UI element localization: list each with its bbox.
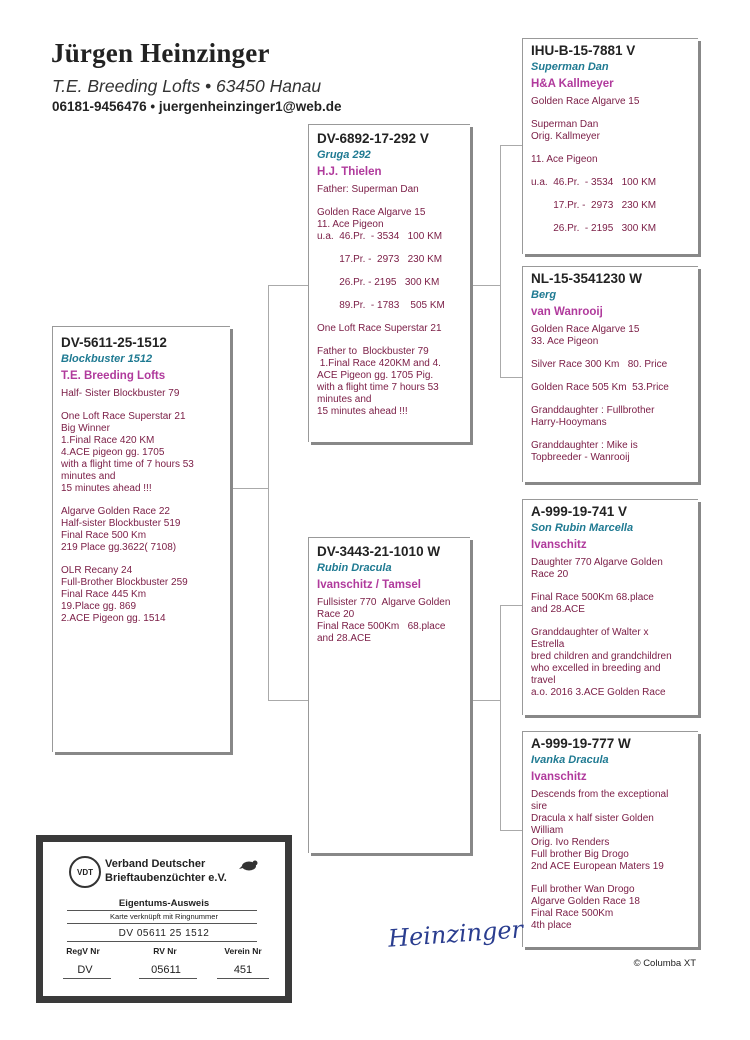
pedigree-line: minutes and — [317, 394, 372, 406]
pedigree-line: Full brother Big Drogo — [531, 849, 629, 861]
spacer — [317, 312, 462, 323]
connector — [500, 145, 501, 377]
spacer — [531, 429, 690, 440]
org-name: Verband Deutscher Brieftaubenzüchter e.V. — [105, 858, 227, 885]
connector — [500, 145, 522, 146]
pigeon-name: Son Rubin Marcella — [531, 522, 634, 535]
pedigree-line: Half-sister Blockbuster 519 — [61, 518, 181, 530]
pedigree-line: Final Race 500Km — [531, 908, 614, 920]
pedigree-line: Race 20 — [531, 569, 569, 581]
rule — [217, 978, 269, 979]
spacer — [317, 289, 462, 300]
pedigree-line: Race 20 — [317, 609, 355, 621]
loft-subtitle: T.E. Breeding Lofts • 63450 Hanau — [52, 76, 322, 96]
pedigree-line: Golden Race Algarve 15 — [317, 207, 426, 219]
pedigree-line: OLR Recany 24 — [61, 565, 133, 577]
pedigree-line: Silver Race 300 Km 80. Price — [531, 359, 668, 371]
breeder-name: T.E. Breeding Lofts — [61, 370, 166, 383]
pedigree-line: Fullsister 770 Algarve Golden — [317, 597, 451, 609]
breeder-name: H&A Kallmeyer — [531, 78, 614, 91]
pedigree-line: One Loft Race Superstar 21 — [61, 411, 186, 423]
pedigree-line: Golden Race Algarve 15 — [531, 96, 640, 108]
pedigree-line: Father to Blockbuster 79 — [317, 346, 429, 358]
pedigree-line: One Loft Race Superstar 21 — [317, 323, 442, 335]
spacer — [531, 394, 690, 405]
col1-label: RegV Nr — [66, 946, 100, 956]
connector — [500, 377, 522, 378]
pedigree-line: with a flight time of 7 hours 53 — [61, 459, 194, 471]
connector — [232, 488, 268, 489]
pedigree-line: u.a. 46.Pr. - 3534 100 KM — [531, 177, 657, 189]
ring-number: IHU-B-15-7881 V — [531, 43, 636, 58]
pedigree-line: Final Race 445 Km — [61, 589, 147, 601]
pigeon-card-sire-dam — [522, 266, 698, 482]
pedigree-line: 26.Pr. - 2195 300 KM — [531, 223, 657, 235]
ownership-card — [36, 835, 292, 1003]
pedigree-line: with a flight time 7 hours 53 — [317, 382, 439, 394]
col2-label: RV Nr — [153, 946, 177, 956]
spacer — [317, 243, 462, 254]
spacer — [531, 143, 690, 154]
connector — [470, 700, 500, 701]
vdt-logo-icon: VDT — [69, 856, 101, 888]
ring-number: NL-15-3541230 W — [531, 271, 643, 286]
pigeon-card-main — [52, 326, 230, 752]
pedigree-line: Topbreeder - Wanrooij — [531, 452, 630, 464]
connector — [500, 830, 522, 831]
doc-subtitle: Karte verknüpft mit Ringnummer — [110, 912, 218, 921]
col3-value: 451 — [233, 964, 253, 976]
copyright: © Columba XT — [633, 958, 696, 969]
ring-number: DV-5611-25-1512 — [61, 335, 167, 350]
rule — [67, 923, 257, 924]
col2-value: 05611 — [151, 964, 181, 976]
breeder-name: van Wanrooij — [531, 306, 603, 319]
pedigree-line: 26.Pr. - 2195 300 KM — [317, 277, 440, 289]
pedigree-line: Golden Race Algarve 15 — [531, 324, 640, 336]
pedigree-line: Dracula x half sister Golden — [531, 813, 654, 825]
connector — [268, 285, 308, 286]
pedigree-line: who excelled in breeding and — [531, 663, 661, 675]
breeder-name: Ivanschitz / Tamsel — [317, 579, 421, 592]
pedigree-line: Daughter 770 Algarve Golden — [531, 557, 663, 569]
pigeon-card-dam-dam — [522, 731, 698, 947]
pedigree-line: William — [531, 825, 564, 837]
ring-number: DV-6892-17-292 V — [317, 131, 429, 146]
pedigree-line: Superman Dan — [531, 119, 599, 131]
pigeon-name: Superman Dan — [531, 61, 609, 74]
connector — [500, 605, 522, 606]
pedigree-line: travel — [531, 675, 556, 687]
rule — [63, 978, 111, 979]
pigeon-card-sire — [308, 124, 470, 442]
contact-line: 06181-9456476 • juergenheinzinger1@web.de — [52, 99, 342, 114]
col1-value: DV — [77, 964, 93, 976]
pedigree-line: 2.ACE Pigeon gg. 1514 — [61, 613, 166, 625]
pigeon-name: Rubin Dracula — [317, 562, 392, 575]
pedigree-line: 1.Final Race 420 KM — [61, 435, 155, 447]
spacer — [531, 616, 690, 627]
pedigree-line: 17.Pr. - 2973 230 KM — [317, 254, 443, 266]
pedigree-line: sire — [531, 801, 548, 813]
pedigree-line: Father: Superman Dan — [317, 184, 419, 196]
spacer — [531, 166, 690, 177]
doc-title: Eigentums-Ausweis — [118, 898, 210, 909]
col3-label: Verein Nr — [224, 946, 262, 956]
pedigree-line: 17.Pr. - 2973 230 KM — [531, 200, 657, 212]
pedigree-line: 11. Ace Pigeon — [531, 154, 598, 166]
pedigree-line: Full-Brother Blockbuster 259 — [61, 577, 188, 589]
pedigree-line: Big Winner — [61, 423, 110, 435]
pedigree-line: u.a. 46.Pr. - 3534 100 KM — [317, 231, 443, 243]
spacer — [531, 189, 690, 200]
pedigree-line: ACE Pigeon gg. 1705 Pig. — [317, 370, 434, 382]
spacer — [61, 495, 222, 506]
spacer — [531, 581, 690, 592]
pigeon-card-sire-sire — [522, 38, 698, 254]
signature: Heinzinger — [387, 915, 524, 953]
pedigree-line: 15 minutes ahead !!! — [61, 483, 152, 495]
breeder-name: H.J. Thielen — [317, 166, 382, 179]
ring-number: DV 05611 25 1512 — [118, 928, 210, 939]
ring-number: DV-3443-21-1010 W — [317, 544, 441, 559]
pigeon-icon — [239, 857, 259, 873]
pedigree-line: Granddaughter : Fullbrother — [531, 405, 655, 417]
pigeon-card-dam-sire — [522, 499, 698, 715]
pedigree-line: Algarve Golden Race 18 — [531, 896, 640, 908]
pedigree-line: 33. Ace Pigeon — [531, 336, 599, 348]
pedigree-line: 1.Final Race 420KM and 4. — [317, 358, 441, 370]
pigeon-name: Berg — [531, 289, 557, 302]
pedigree-line: a.o. 2016 3.ACE Golden Race — [531, 687, 666, 699]
pedigree-line: Half- Sister Blockbuster 79 — [61, 388, 180, 400]
pedigree-line: Final Race 500 Km — [61, 530, 147, 542]
pigeon-name: Blockbuster 1512 — [61, 353, 153, 366]
ring-number: A-999-19-777 W — [531, 736, 631, 751]
connector — [500, 605, 501, 830]
pigeon-name: Gruga 292 — [317, 149, 371, 162]
connector — [268, 700, 308, 701]
rule — [67, 910, 257, 911]
spacer — [61, 400, 222, 411]
pedigree-line: Golden Race 505 Km 53.Price — [531, 382, 669, 394]
spacer — [531, 108, 690, 119]
pedigree-line: 4.ACE pigeon gg. 1705 — [61, 447, 165, 459]
pedigree-line: Granddaughter of Walter x — [531, 627, 649, 639]
pedigree-line: Orig. Kallmeyer — [531, 131, 600, 143]
pedigree-line: 19.Place gg. 869 — [61, 601, 137, 613]
pedigree-line: Harry-Hooymans — [531, 417, 607, 429]
rule — [67, 941, 257, 942]
pedigree-line: Full brother Wan Drogo — [531, 884, 635, 896]
connector — [470, 285, 500, 286]
pedigree-line: Descends from the exceptional — [531, 789, 669, 801]
pedigree-line: 11. Ace Pigeon — [317, 219, 384, 231]
spacer — [317, 266, 462, 277]
pedigree-line: minutes and — [61, 471, 116, 483]
pedigree-line: Estrella — [531, 639, 565, 651]
pedigree-line: Granddaughter : Mike is — [531, 440, 638, 452]
pedigree-line: 15 minutes ahead !!! — [317, 406, 408, 418]
spacer — [531, 371, 690, 382]
pedigree-line: 2nd ACE European Maters 19 — [531, 861, 664, 873]
pedigree-line: bred children and grandchildren — [531, 651, 672, 663]
ring-number: A-999-19-741 V — [531, 504, 628, 519]
pedigree-line: Final Race 500Km 68.place — [317, 621, 446, 633]
spacer — [531, 348, 690, 359]
rule — [139, 978, 197, 979]
pedigree-line: 89.Pr. - 1783 505 KM — [317, 300, 445, 312]
spacer — [61, 554, 222, 565]
spacer — [317, 335, 462, 346]
breeder-name: Ivanschitz — [531, 539, 587, 552]
pedigree-line: Algarve Golden Race 22 — [61, 506, 170, 518]
pigeon-name: Ivanka Dracula — [531, 754, 609, 767]
breeder-name: Ivanschitz — [531, 771, 587, 784]
pedigree-line: 219 Place gg.3622( 7108) — [61, 542, 177, 554]
pedigree-line: and 28.ACE — [317, 633, 371, 645]
pedigree-line: Orig. Ivo Renders — [531, 837, 610, 849]
spacer — [531, 212, 690, 223]
breeder-title: Jürgen Heinzinger — [51, 38, 270, 68]
spacer — [317, 196, 462, 207]
pedigree-line: and 28.ACE — [531, 604, 585, 616]
connector — [268, 285, 269, 700]
spacer — [531, 873, 690, 884]
pedigree-line: 4th place — [531, 920, 572, 932]
pedigree-line: Final Race 500Km 68.place — [531, 592, 654, 604]
pigeon-card-dam — [308, 537, 470, 853]
